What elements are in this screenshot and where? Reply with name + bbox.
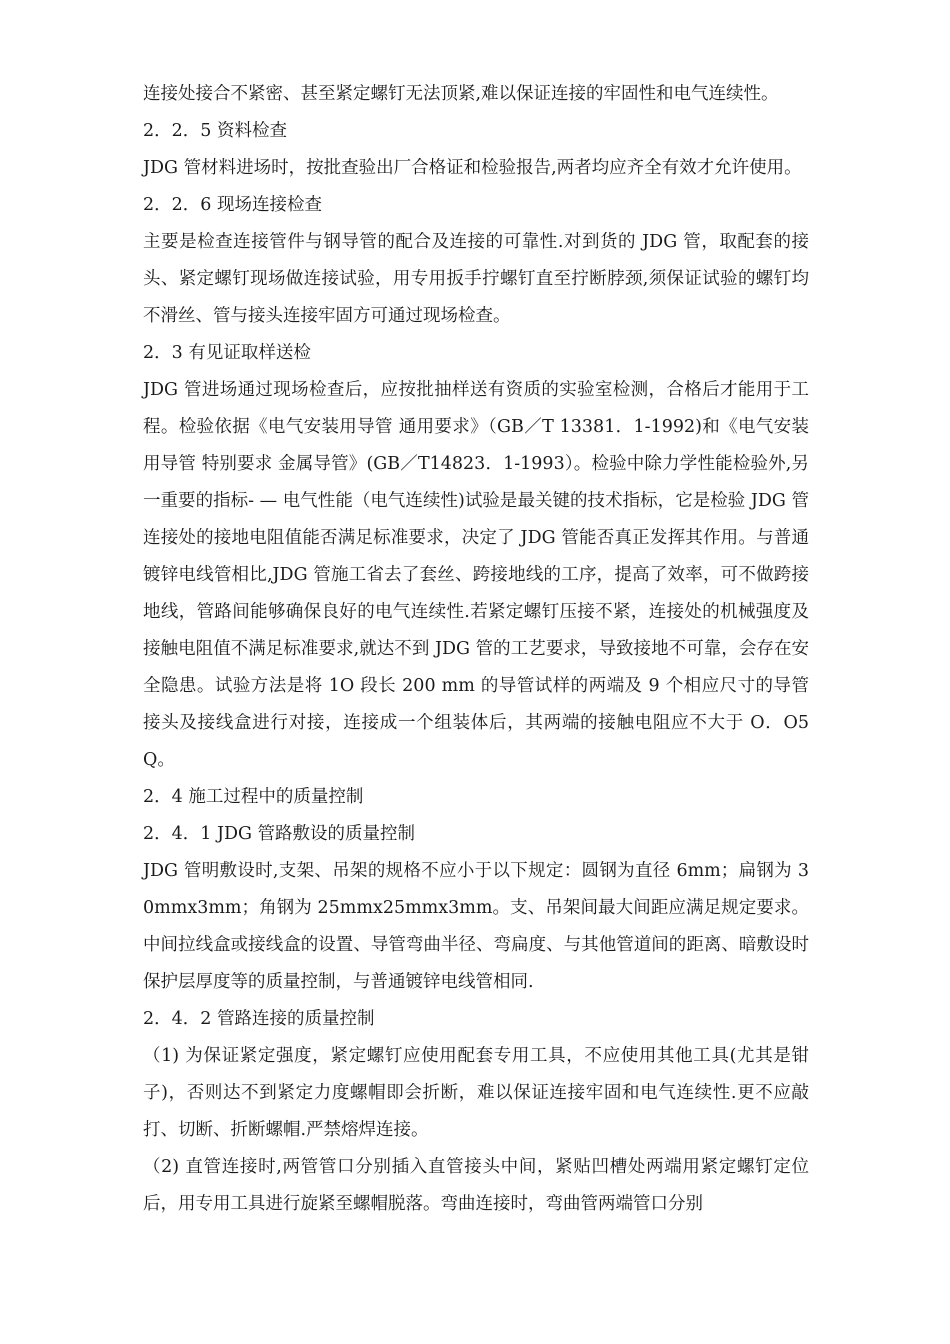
section-heading-2-4-2: 2．4．2 管路连接的质量控制 (143, 1009, 375, 1029)
paragraph-laying-quality: JDG 管明敷设时,支架、吊架的规格不应小于以下规定：圆钢为直径 6mm；扁钢为 30mmx3mm；角钢为 25mmx25mmx3mm。支、吊架间最大间距应满足规定要求。中间拉线盒或接线盒的设置、导管弯曲半径、弯扁度、与其他管道间的距离、暗敷设时保护层厚度等的质量控制，与普通镀锌电线管相同. (143, 861, 809, 992)
list-item-1: （1) 为保证紧定强度，紧定螺钉应使用配套专用工具，不应使用其他工具(尤其是钳子)，否则达不到紧定力度螺帽即会折断，难以保证连接牢固和电气连续性.更不应敲打、切断、折断螺帽.严禁熔焊连接。 (143, 1046, 809, 1140)
list-item-2: （2) 直管连接时,两管管口分别插入直管接头中间，紧贴凹槽处两端用紧定螺钉定位后，用专用工具进行旋紧至螺帽脱落。弯曲连接时，弯曲管两端管口分别 (143, 1157, 809, 1214)
document-body (143, 76, 809, 1223)
section-heading-2-2-5: 2．2．5 资料检查 (143, 121, 287, 141)
section-heading-2-2-6: 2．2．6 现场连接检查 (143, 195, 322, 215)
paragraph-witness-sampling: JDG 管进场通过现场检查后，应按批抽样送有资质的实验室检测，合格后才能用于工程。检验依据《电气安装用导管 通用要求》（GB／T 13381．1-1992)和《电气安装用导管 特别要求 金属导管》(GB／T14823．1-1993）。检验中除力学性能检验外,另一重要的指标- — 电气性能（电气连续性)试验是最关键的技术指标，它是检验 JDG 管连接处的接地电阻值能否满足标准要求，决定了 JDG 管能否真正发挥其作用。与普通镀锌电线管相比,JDG 管施工省去了套丝、跨接地线的工序，提高了效率，可不做跨接地线，管路间能够确保良好的电气连续性.若紧定螺钉压接不紧，连接处的机械强度及接触电阻值不满足标准要求,就达不到 JDG 管的工艺要求，导致接地不可靠，会存在安全隐患。试验方法是将 1O 段长 200 mm 的导管试样的两端及 9 个相应尺寸的导管接头及接线盒进行对接，连接成一个组装体后，其两端的接触电阻应不大于 O．O5Q。 (143, 380, 809, 770)
section-heading-2-3: 2．3 有见证取样送检 (143, 343, 311, 363)
section-heading-2-4: 2．4 施工过程中的质量控制 (143, 787, 364, 807)
paragraph-continuation: 连接处接合不紧密、甚至紧定螺钉无法顶紧,难以保证连接的牢固性和电气连续性。 (143, 84, 779, 104)
paragraph-document-check: JDG 管材料进场时，按批查验出厂合格证和检验报告,两者均应齐全有效才允许使用。 (143, 158, 802, 178)
section-heading-2-4-1: 2．4．1 JDG 管路敷设的质量控制 (143, 824, 416, 844)
paragraph-site-connection-check: 主要是检查连接管件与钢导管的配合及连接的可靠性.对到货的 JDG 管，取配套的接头、紧定螺钉现场做连接试验，用专用扳手拧螺钉直至拧断脖颈,须保证试验的螺钉均不滑丝、管与接头连接牢固方可通过现场检查。 (143, 232, 809, 326)
